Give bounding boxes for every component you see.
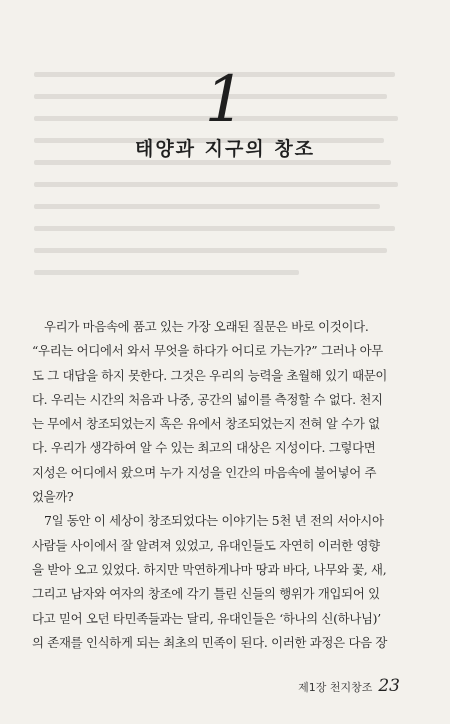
text-line: 을 받아 오고 있었다. 하지만 막연하게나마 땅과 바다, 나무와 꽃, 새, [32,561,387,577]
text-line: 지성은 어디에서 왔으며 누가 지성을 인간의 마음속에 불어넣어 주 [32,464,377,480]
running-footer-label: 제1장 천지창조 [298,681,373,694]
page-footer [298,676,400,696]
text-line: 사람들 사이에서 잘 알려져 있었고, 유대인들도 자연히 이러한 영향 [32,537,380,553]
chapter-number: 1 [204,63,246,137]
paragraph-1 [32,315,416,509]
text-line: 다. 우리가 생각하여 알 수 있는 최고의 대상은 지성이다. 그렇다면 [32,440,376,456]
body-text [32,315,416,655]
text-line: 다고 믿어 오던 타민족들과는 달리, 유대인들은 ‘하나의 신(하나님)’ [32,610,381,626]
paragraph-2 [32,509,416,655]
text-line: 는 무에서 창조되었는지 혹은 유에서 창조되었는지 전혀 알 수가 없 [32,416,380,432]
text-line: 도 그 대답을 하지 못한다. 그것은 우리의 능력을 초월해 있기 때문이 [32,367,388,383]
text-line: 우리가 마음속에 품고 있는 가장 오래된 질문은 바로 이것이다. [44,319,369,334]
text-line: 었을까? [32,489,74,505]
chapter-title: 태양과 지구의 창조 [134,138,316,160]
page-number: 23 [378,676,400,696]
text-line: 다. 우리는 시간의 처음과 나중, 공간의 넓이를 측정할 수 없다. 천지 [32,391,383,407]
text-line: “우리는 어디에서 와서 무엇을 하다가 어디로 가는가?” 그러나 아무 [32,343,383,359]
text-line: 7일 동안 이 세상이 창조되었다는 이야기는 5천 년 전의 서아시아 [44,513,384,529]
text-line: 그리고 남자와 여자의 창조에 각기 틀린 신들의 행위가 개입되어 있 [32,586,380,602]
text-line: 의 존재를 인식하게 되는 최초의 민족이 된다. 이러한 과정은 다음 장 [32,634,388,650]
